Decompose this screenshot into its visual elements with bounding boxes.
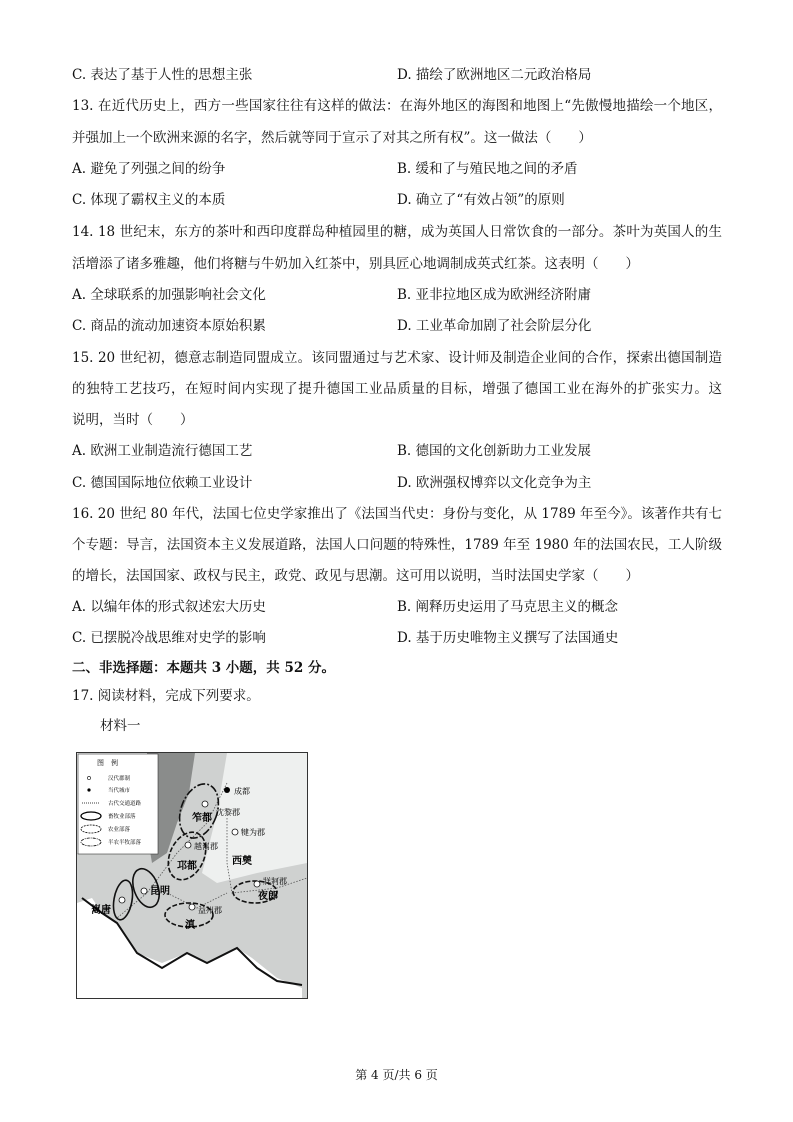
- q15-option-a: A. 欧洲工业制造流行德国工艺: [72, 443, 253, 459]
- map-label: 夜郎: [258, 891, 278, 902]
- q14-option-c: C. 商品的流动加速资本原始积累: [72, 318, 266, 334]
- q14-option-d: D. 工业革命加剧了社会阶层分化: [397, 318, 592, 334]
- map-label: 嶲唐: [91, 905, 111, 916]
- q13-stem-line: 13. 在近代历史上，西方一些国家往往有这样的做法：在海外地区的海图和地图上“先傲慢地描绘一个地区，: [72, 98, 722, 114]
- q15-stem-line: 说明，当时（ ）: [72, 412, 194, 428]
- map-label: 昆明: [150, 886, 170, 897]
- legend-item: 当代城市: [108, 788, 131, 794]
- map-label: 滇: [185, 920, 195, 931]
- q15-stem-line: 15. 20 世纪初，德意志制造同盟成立。该同盟通过与艺术家、设计师及制造企业间的合作，探索出德国制造: [72, 350, 722, 366]
- q16-stem-line: 16. 20 世纪 80 年代，法国七位史学家推出了《法国当代史：身份与变化，从 1789 年至今》。该著作共有七: [72, 506, 722, 522]
- legend-item: 汉代郡制: [108, 776, 131, 782]
- map-label: 益州郡: [198, 906, 222, 915]
- material-label: 材料一: [100, 718, 141, 734]
- map-label: 西僰: [232, 856, 252, 867]
- q14-stem-line: 活增添了诸多雅趣，他们将糖与牛奶加入红茶中，别具匠心地调制成英式红茶。这表明（ ）: [72, 256, 639, 272]
- q14-option-b: B. 亚非拉地区成为欧洲经济附庸: [397, 287, 592, 303]
- legend-item: 古代交通道路: [108, 801, 142, 807]
- map-label: 邛都: [177, 861, 197, 872]
- q13-option-a: A. 避免了列强之间的纷争: [72, 161, 226, 177]
- section-title: 二、非选择题：本题共 3 小题，共 52 分。: [72, 660, 335, 676]
- legend-item: 畜牧业部落: [108, 814, 136, 820]
- map-label: 成都: [234, 787, 250, 796]
- q17-stem: 17. 阅读材料，完成下列要求。: [72, 688, 260, 704]
- map-label: 牂牁郡: [263, 877, 287, 886]
- map-label: 沈黎郡: [216, 808, 240, 817]
- q16-stem-line: 的增长，法国国家、政权与民主，政党、政见与思潮。这可用以说明，当时法国史学家（ ）: [72, 568, 639, 584]
- q16-option-b: B. 阐释历史运用了马克思主义的概念: [397, 599, 619, 615]
- q13-option-b: B. 缓和了与殖民地之间的矛盾: [397, 161, 578, 177]
- legend-item: 半农半牧部落: [108, 840, 142, 846]
- q13-option-c: C. 体现了霸权主义的本质: [72, 192, 226, 208]
- map-label: 笮都: [192, 813, 212, 824]
- q14-stem-line: 14. 18 世纪末，东方的茶叶和西印度群岛种植园里的糖，成为英国人日常饮食的一部分。茶叶为英国人的生: [72, 224, 722, 240]
- q12-option-d: D. 描绘了欧洲地区二元政治格局: [397, 67, 592, 83]
- legend-title: 图 例: [97, 759, 118, 767]
- q16-option-c: C. 已摆脱冷战思维对史学的影响: [72, 630, 266, 646]
- q14-option-a: A. 全球联系的加强影响社会文化: [72, 287, 266, 303]
- q13-stem-line: 并强加上一个欧洲来源的名字，然后就等同于宣示了对其之所有权”。这一做法（ ）: [72, 130, 592, 146]
- map-label: 越嶲郡: [194, 842, 218, 851]
- q15-option-d: D. 欧洲强权博弈以文化竞争为主: [397, 475, 592, 491]
- legend-item: 农业部落: [108, 827, 131, 833]
- q16-stem-line: 个专题：导言，法国资本主义发展道路，法国人口问题的特殊性，1789 年至 1980 年的法国农民，工人阶级: [72, 537, 722, 553]
- q16-option-a: A. 以编年体的形式叙述宏大历史: [72, 599, 266, 615]
- historical-map: [76, 752, 308, 999]
- map-label: 犍为郡: [241, 828, 265, 837]
- q12-option-c: C. 表达了基于人性的思想主张: [72, 67, 253, 83]
- q16-option-d: D. 基于历史唯物主义撰写了法国通史: [397, 630, 619, 646]
- page-footer: 第 4 页/共 6 页: [355, 1068, 438, 1082]
- q15-stem-line: 的独特工艺技巧，在短时间内实现了提升德国工业品质量的目标，增强了德国工业在海外的扩张实力。这: [72, 381, 722, 397]
- q15-option-b: B. 德国的文化创新助力工业发展: [397, 443, 592, 459]
- q13-option-d: D. 确立了“有效占领”的原则: [397, 192, 565, 208]
- q15-option-c: C. 德国国际地位依赖工业设计: [72, 475, 253, 491]
